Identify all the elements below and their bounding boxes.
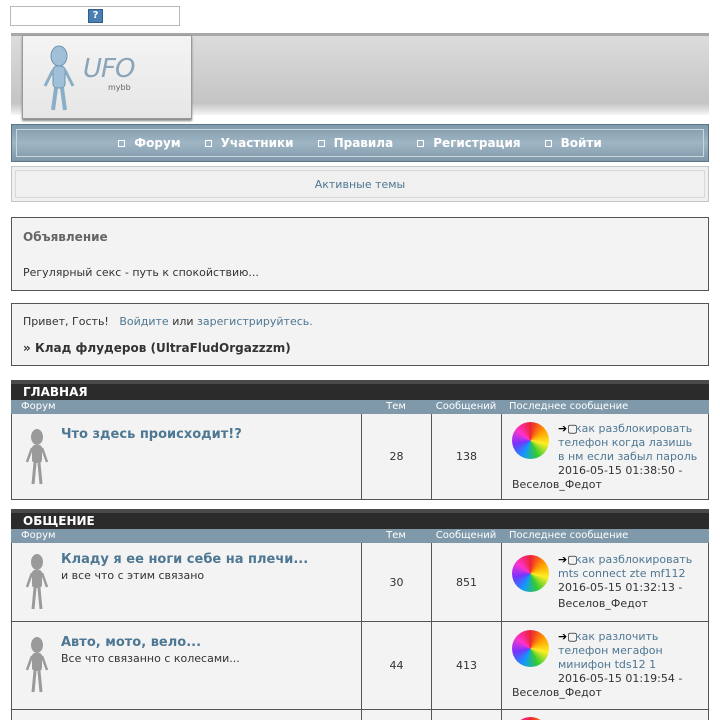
go-to-post-icon[interactable]: ➔▢ [558, 553, 578, 566]
avatar[interactable] [512, 555, 549, 592]
go-to-post-icon[interactable]: ➔▢ [558, 422, 578, 435]
greeting-line: Привет, Гость! Войдите или зарегистрируйтесь. [23, 315, 313, 328]
last-post-author[interactable]: Веселов_Федот [512, 478, 602, 491]
main-nav [11, 124, 709, 162]
category-title: ОБЩЕНИЕ [11, 509, 709, 529]
square-bullet-icon [417, 140, 424, 147]
active-topics-link[interactable]: Активные темы [15, 170, 705, 198]
register-link[interactable]: зарегистрируйтесь. [197, 315, 313, 328]
forum-row [11, 622, 709, 710]
help-icon[interactable]: ? [88, 9, 103, 23]
breadcrumb: » Клад флудеров (UltraFludOrgazzzm) [23, 341, 291, 355]
forum-row [11, 543, 709, 622]
topic-count: 30 [362, 543, 432, 621]
login-link[interactable]: Войдите [119, 315, 169, 328]
category-social [11, 509, 709, 720]
announcement [11, 217, 709, 291]
logo-text: UFO [83, 54, 135, 84]
forum-description: и все что с этим связано [61, 569, 205, 582]
topic-count: 44 [362, 622, 432, 709]
square-bullet-icon [118, 140, 125, 147]
category-title: ГЛАВНАЯ [11, 380, 709, 400]
square-bullet-icon [318, 140, 325, 147]
square-bullet-icon [205, 140, 212, 147]
forum-alien-icon [24, 636, 50, 694]
announcement-text: Регулярный секс - путь к спокойствию... [23, 266, 259, 279]
forum-description: Все что связанно с колесами... [61, 652, 240, 665]
site-header [11, 33, 709, 115]
message-count: 851 [432, 543, 502, 621]
forum-title-link[interactable]: Авто, мото, вело... [61, 635, 202, 650]
last-post-author[interactable]: Веселов_Федот [558, 597, 648, 610]
last-post-date: 2016-05-15 01:32:13 - [558, 581, 683, 594]
column-headers: Форум Тем Сообщений Последнее сообщение [11, 400, 709, 414]
search-strip[interactable] [10, 6, 180, 26]
breadcrumb-current[interactable]: Клад флудеров (UltraFludOrgazzzm) [34, 341, 291, 355]
nav-item-members[interactable]: Участники [193, 136, 306, 150]
avatar[interactable] [512, 630, 549, 667]
last-post-author[interactable]: Веселов_Федот [512, 686, 602, 699]
last-post-date: 2016-05-15 01:38:50 - [558, 464, 683, 477]
forum-row [11, 414, 709, 500]
logo-subtext: mybb [108, 83, 131, 92]
avatar[interactable] [512, 422, 549, 459]
nav-item-forum[interactable]: Форум [106, 136, 192, 150]
forum-row [11, 710, 709, 720]
active-topics-bar [11, 166, 709, 202]
topic-count: 28 [362, 414, 432, 499]
forum-title-link[interactable]: Что здесь происходит!? [61, 427, 242, 442]
message-count: 413 [432, 622, 502, 709]
greeting-panel [11, 303, 709, 366]
last-post-link[interactable]: как разблокировать телефон когда лазишь в нм если забыл пароль [558, 422, 698, 463]
last-post-date: 2016-05-15 01:19:54 - [558, 672, 683, 685]
go-to-post-icon[interactable]: ➔▢ [558, 630, 578, 643]
nav-item-register[interactable]: Регистрация [405, 136, 532, 150]
last-post-link[interactable]: как разблокировать mts connect zte mf112 [558, 553, 693, 580]
forum-alien-icon [24, 428, 50, 486]
column-headers: Форум Тем Сообщений Последнее сообщение [11, 529, 709, 543]
forum-alien-icon [24, 553, 50, 611]
last-post-link[interactable]: как разлочить телефон мегафон минифон tds12 1 [558, 630, 663, 671]
category-main [11, 380, 709, 500]
square-bullet-icon [545, 140, 552, 147]
message-count: 138 [432, 414, 502, 499]
nav-item-rules[interactable]: Правила [306, 136, 406, 150]
alien-logo-icon [41, 44, 81, 114]
site-logo[interactable] [22, 35, 192, 119]
nav-item-login[interactable]: Войти [533, 136, 614, 150]
announcement-title: Объявление [23, 230, 108, 244]
forum-title-link[interactable]: Кладу я ее ноги себе на плечи... [61, 552, 309, 567]
